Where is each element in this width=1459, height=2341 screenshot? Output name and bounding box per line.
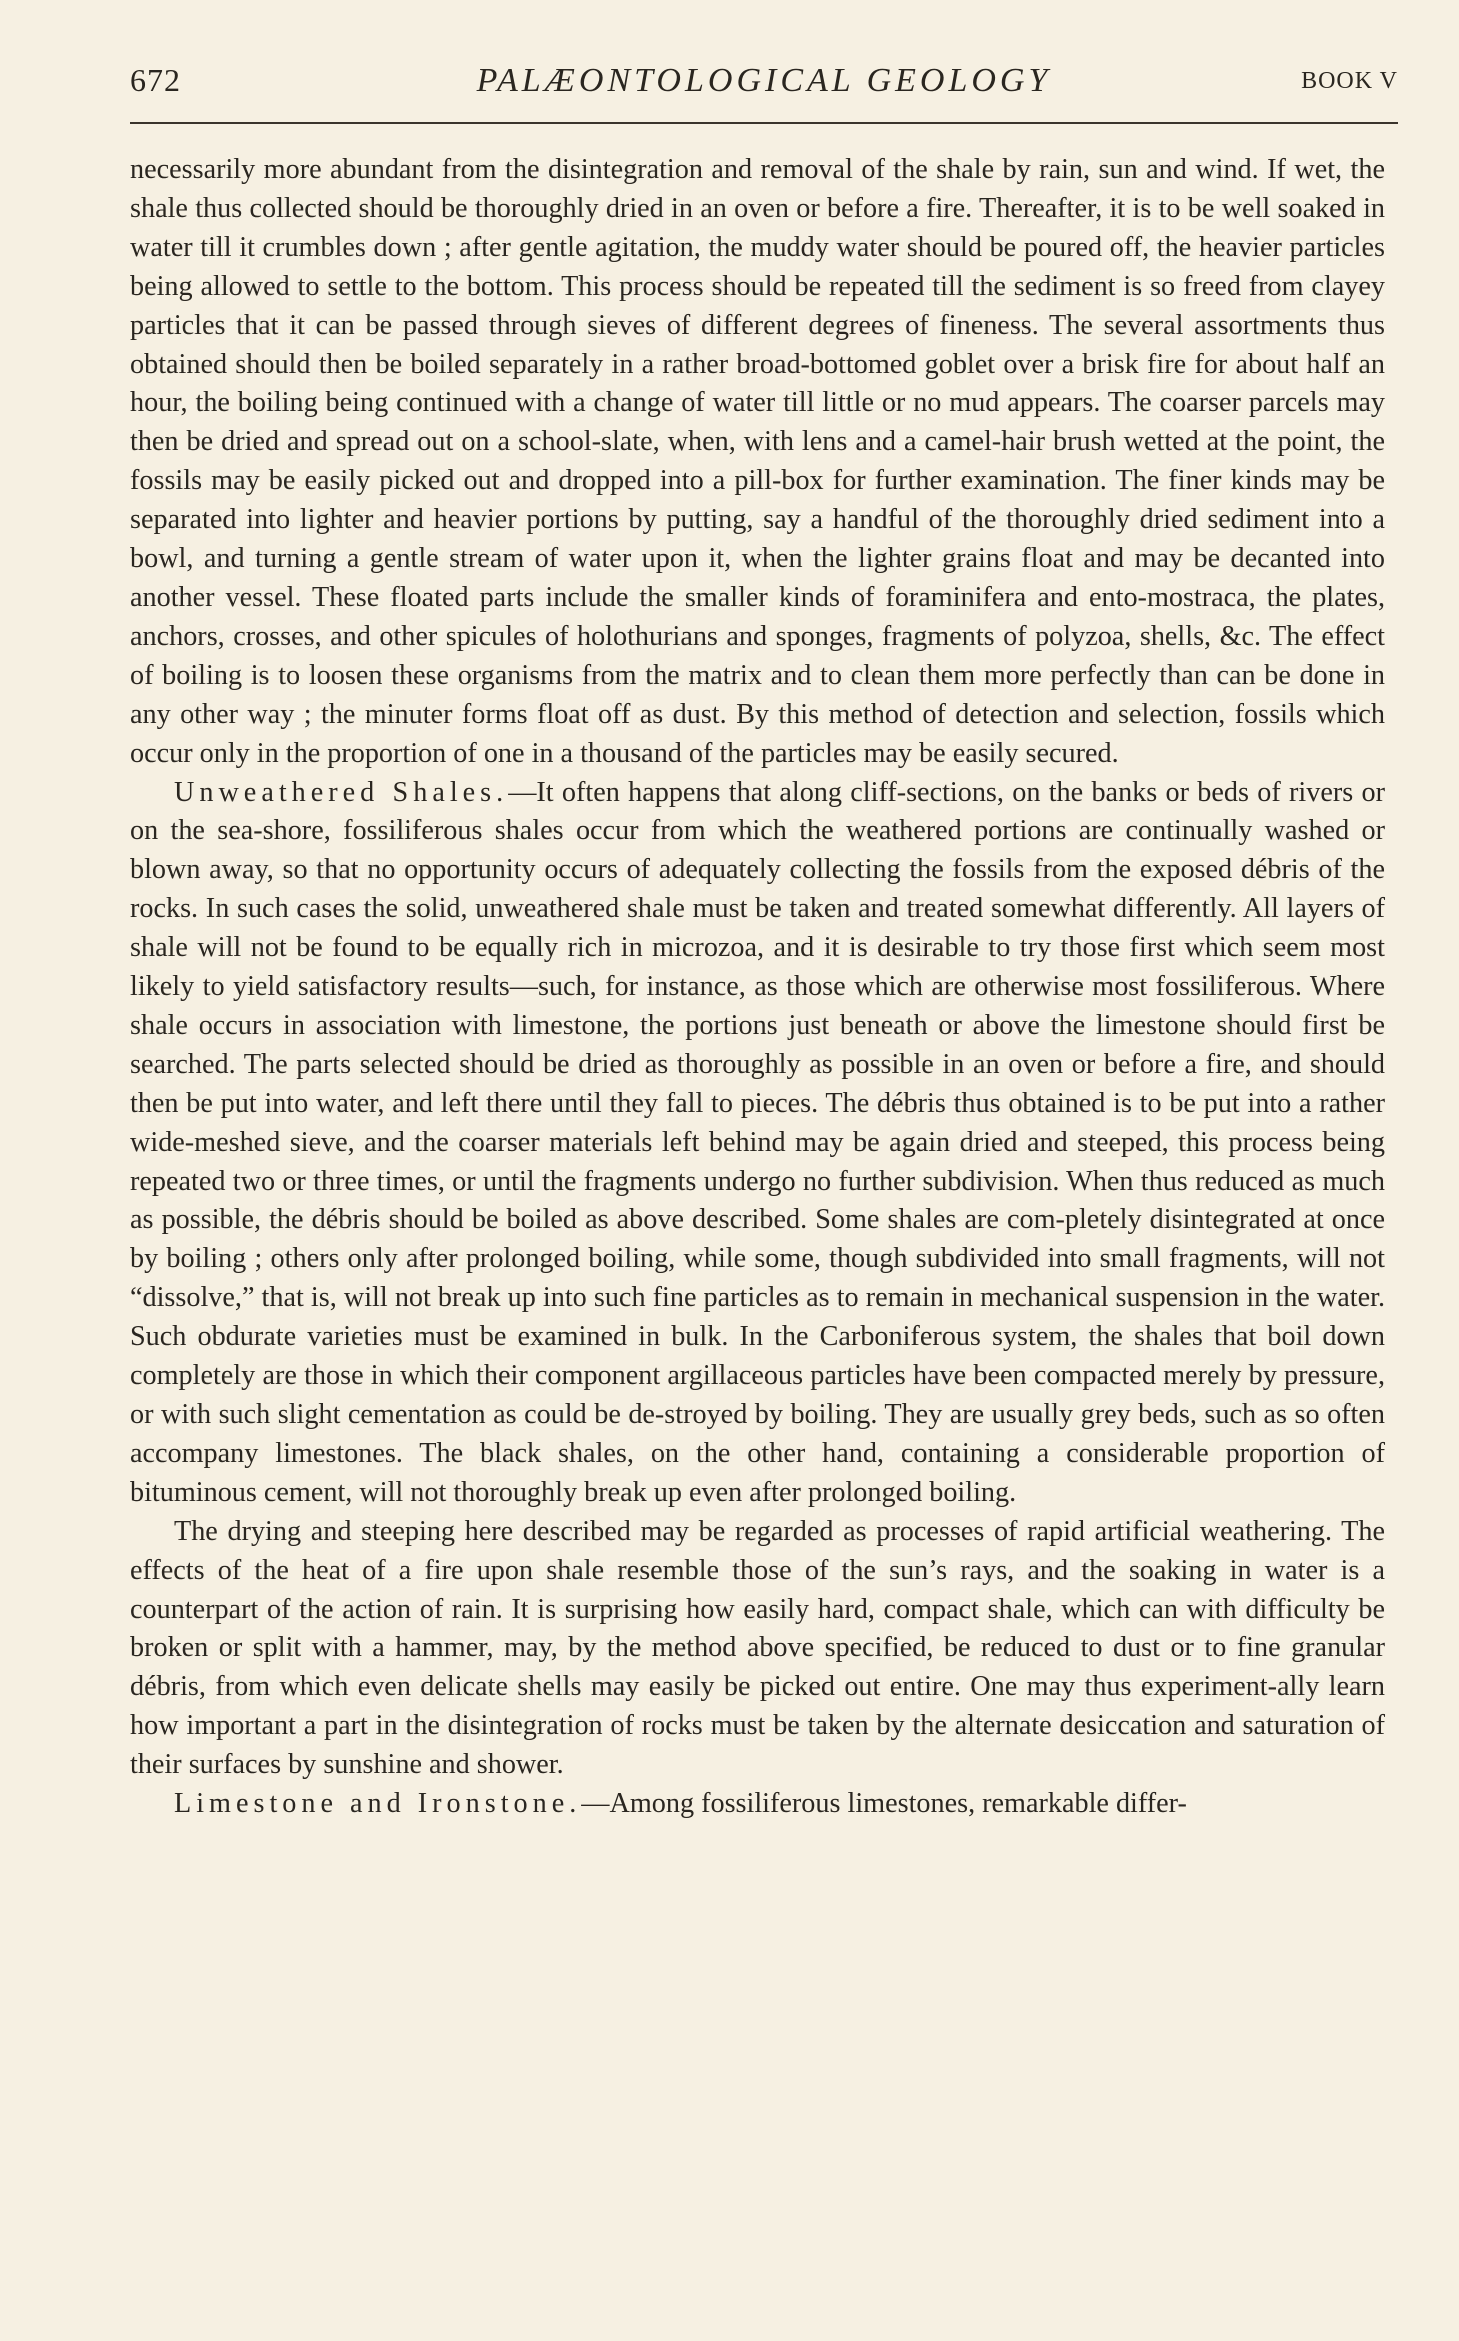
header-divider [130, 122, 1398, 124]
book-label: BOOK V [1301, 68, 1398, 94]
paragraph-artificial-weathering: The drying and steeping here described may be regarded as processes of rapid artificial weathering. The effects of the heat of a fire upon shale resemble those of the sun’s rays, and the soaking in water is a counterpart of the action of rain. It is surprising how easily hard, compact shale, which can with difficulty be broken or split with a hammer, may, by the method above specified, be reduced to dust or to fine granular débris, from which even delicate shells may easily be picked out entire. One may thus experiment-ally learn how important a part in the disintegration of rocks must be taken by the alternate desiccation and saturation of their surfaces by sunshine and shower. [130, 1515, 1385, 1781]
page-header [130, 62, 1398, 108]
paragraph-body: —It often happens that along cliff-sections, on the banks or beds of rivers or on the sea-shore, fossiliferous shales occur from which the weathered portions are continually washed or blown away, so that no opportunity occurs of adequately collecting the fossils from the exposed débris of the rocks. In such cases the solid, unweathered shale must be taken and treated somewhat differently. All layers of shale will not be found to be equally rich in microzoa, and it is desirable to try those first which seem most likely to yield satisfactory results—such, for instance, as those which are otherwise most fossiliferous. Where shale occurs in association with limestone, the portions just beneath or above the limestone should first be searched. The parts selected should be dried as thoroughly as possible in an oven or before a fire, and should then be put into water, and left there until they fall to pieces. The débris thus obtained is to be put into a rather wide-meshed sieve, and the coarser materials left behind may be again dried and steeped, this process being repeated two or three times, or until the fragments undergo no further subdivision. When thus reduced as much as possible, the débris should be boiled as above described. Some shales are com-pletely disintegrated at once by boiling ; others only after prolonged boiling, while some, though subdivided into small fragments, will not “dissolve,” that is, will not break up into such fine particles as to remain in mechanical suspension in the water. Such obdurate varieties must be examined in bulk. In the Carboniferous system, the shales that boil down completely are those in which their component argillaceous particles have been compacted merely by pressure, or with such slight cementation as could be de-stroyed by boiling. They are usually grey beds, such as so often accompany limestones. The black shales, on the other hand, containing a considerable proportion of bituminous cement, will not thoroughly break up even after prolonged boiling. [130, 776, 1385, 1508]
body-text [130, 151, 1385, 1824]
paragraph-limestone-ironstone [130, 1785, 1385, 1824]
paragraph-body: —Among fossiliferous limestones, remarkable differ- [581, 1788, 1187, 1820]
section-heading-limestone-ironstone: Limestone and Ironstone. [174, 1788, 582, 1820]
page-number: 672 [130, 62, 181, 98]
section-heading-unweathered-shales: Unweathered Shales. [174, 776, 509, 808]
running-title: PALÆONTOLOGICAL GEOLOGY [476, 62, 1052, 99]
paragraph-unweathered-shales [130, 774, 1385, 1513]
paragraph-continuation: necessarily more abundant from the disintegration and removal of the shale by rain, sun and wind. If wet, the shale thus collected should be thoroughly dried in an oven or before a fire. Thereafter, it is to be well soaked in water till it crumbles down ; after gentle agitation, the muddy water should be poured off, the heavier particles being allowed to settle to the bottom. This process should be repeated till the sediment is so freed from clayey particles that it can be passed through sieves of different degrees of fineness. The several assortments thus obtained should then be boiled separately in a rather broad-bottomed goblet over a brisk fire for about half an hour, the boiling being continued with a change of water till little or no mud appears. The coarser parcels may then be dried and spread out on a school-slate, when, with lens and a camel-hair brush wetted at the point, the fossils may be easily picked out and dropped into a pill-box for further examination. The finer kinds may be separated into lighter and heavier portions by putting, say a handful of the thoroughly dried sediment into a bowl, and turning a gentle stream of water upon it, when the lighter grains float and may be decanted into another vessel. These floated parts include the smaller kinds of foraminifera and ento-mostraca, the plates, anchors, crosses, and other spicules of holothurians and sponges, fragments of polyzoa, shells, &c. The effect of boiling is to loosen these organisms from the matrix and to clean them more perfectly than can be done in any other way ; the minuter forms float off as dust. By this method of detection and selection, fossils which occur only in the proportion of one in a thousand of the particles may be easily secured. [130, 154, 1385, 769]
